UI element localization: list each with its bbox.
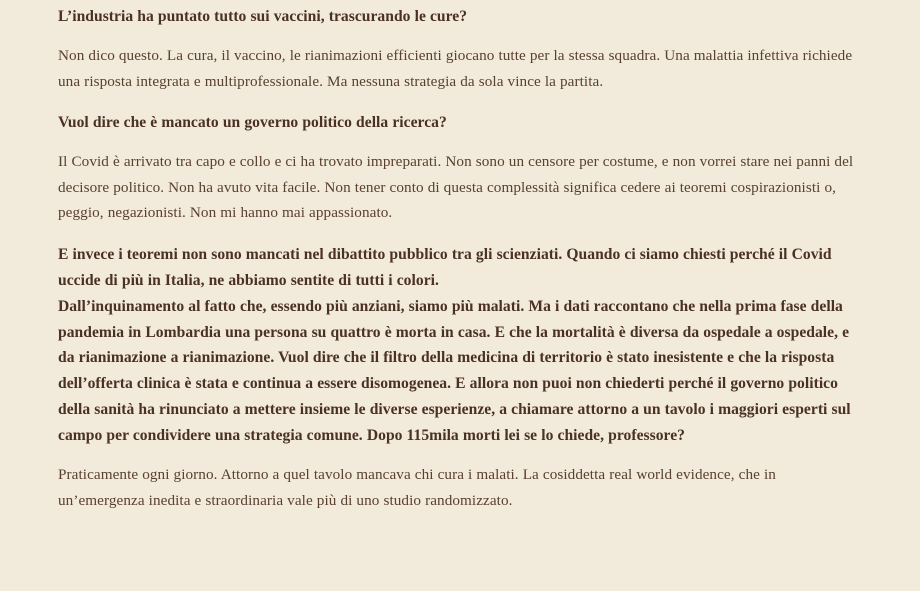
interview-question: L’industria ha puntato tutto sui vaccini, trascurando le cure? xyxy=(58,8,468,25)
bottom-spacer xyxy=(58,513,865,559)
interview-answer: Praticamente ogni giorno. Attorno a quel tavolo mancava chi cura i malati. La cosiddetta real world evidence, che in un’emergenza inedita e straordinaria vale più di uno studio randomizzato. xyxy=(58,466,776,509)
interview-question-continued: Dall’inquinamento al fatto che, essendo più anziani, siamo più malati. Ma i dati raccontano che nella prima fase della pandemia in Lombardia una persona su quattro è morta in casa. E che la mortalità è diversa da ospedale a ospedale, e da rianimazione a rianimazione. Vuol dire che il filtro della medicina di territorio è stato inesistente e che la risposta dell’offerta clinica è stata e continua a essere disomogenea. E allora non puoi non chiederti perché il governo politico della sanità ha rinunciato a mettere insieme le diverse esperienze, a chiamare attorno a un tavolo i maggiori esperti sul campo per condividere una strategia comune. Dopo 115mila morti lei se lo chiede, professore? xyxy=(58,297,851,445)
interview-answer: Il Covid è arrivato tra capo e collo e ci ha trovato impreparati. Non sono un censore per costume, e non vorrei stare nei panni del decisore politico. Non ha avuto vita facile. Non tener conto di questa complessità significa cedere ai teoremi cospirazionisti o, peggio, negazionisti. Non mi hanno mai appassionato. xyxy=(58,153,854,222)
interview-question: E invece i teoremi non sono mancati nel dibattito pubblico tra gli scienziati. Quando ci siamo chiesti perché il Covid uccide di più in Italia, ne abbiamo sentite di tutti i colori. xyxy=(58,245,832,289)
interview-answer: Non dico questo. La cura, il vaccino, le rianimazioni efficienti giocano tutte per la stessa squadra. Una malattia infettiva richiede una risposta integrata e multiprofessionale. Ma nessuna strategia da sola vince la partita. xyxy=(58,46,853,90)
interview-question: Vuol dire che è mancato un governo politico della ricerca? xyxy=(58,114,447,132)
